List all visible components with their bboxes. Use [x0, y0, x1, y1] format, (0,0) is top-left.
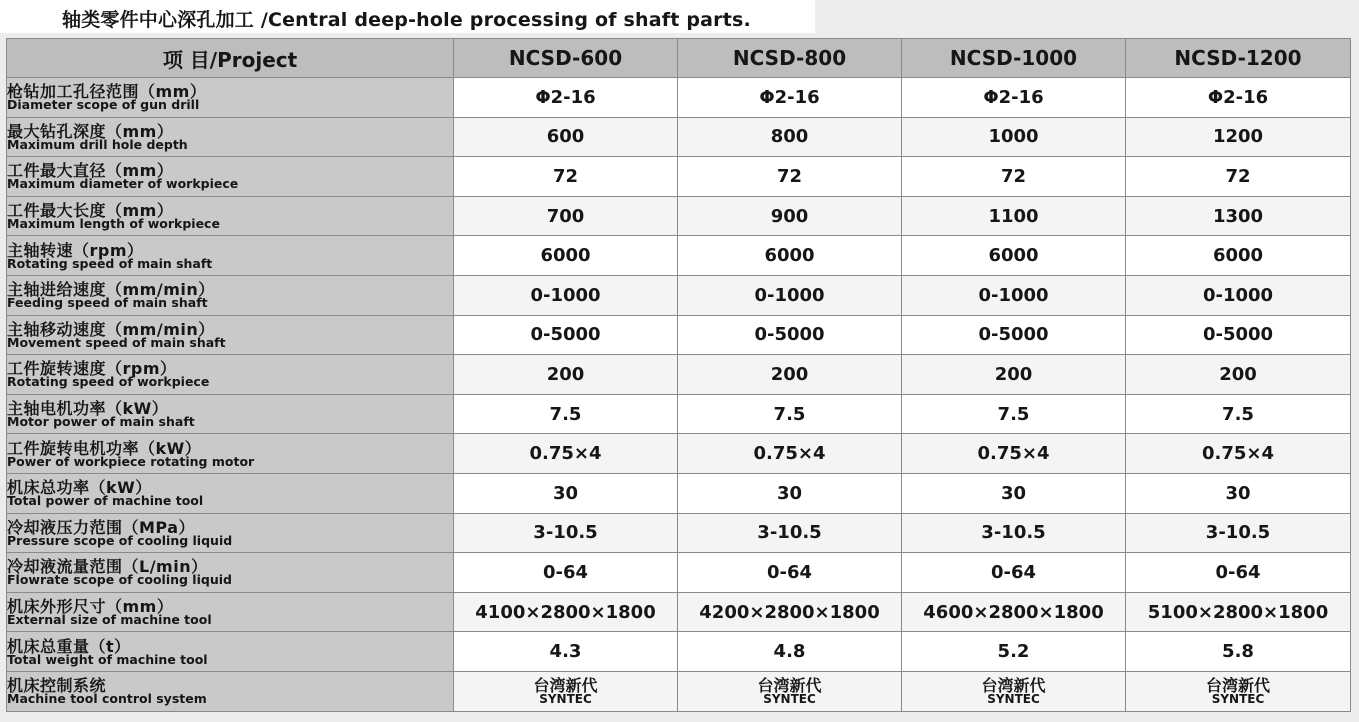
param-cell [7, 157, 454, 197]
value-cell: 1000 [902, 117, 1126, 157]
table-row [7, 196, 1351, 236]
param-name-cn: 主轴进给速度（mm/min） [7, 280, 215, 300]
value-cell: 6000 [902, 236, 1126, 276]
value-cell: 6000 [1126, 236, 1351, 276]
value-cell: 7.5 [902, 394, 1126, 434]
page-title: 轴类零件中心深孔加工 /Central deep-hole processing of shaft parts. [62, 9, 751, 31]
table-row [7, 236, 1351, 276]
table-row [7, 513, 1351, 553]
value-cell: 4100×2800×1800 [454, 592, 678, 632]
param-cell [7, 196, 454, 236]
param-name-en: External size of machine tool [7, 612, 212, 628]
param-cell [7, 513, 454, 553]
control-system-en: SYNTEC [1211, 692, 1265, 707]
value-cell: 0-5000 [678, 315, 902, 355]
table-row [7, 355, 1351, 395]
value-cell: 6000 [454, 236, 678, 276]
value-cell: 7.5 [1126, 394, 1351, 434]
param-name-cn: 最大钻孔深度（mm） [7, 121, 174, 141]
param-name-cn: 工件最大长度（mm） [7, 201, 174, 221]
value-cell [678, 671, 902, 711]
value-cell: 5.2 [902, 632, 1126, 672]
header-project: 项 目/Project [7, 39, 454, 78]
value-cell: 30 [902, 473, 1126, 513]
param-name-cn: 冷却液流量范围（L/min） [7, 557, 208, 577]
value-cell: 0-64 [454, 553, 678, 593]
value-cell: 4600×2800×1800 [902, 592, 1126, 632]
param-name-en: Machine tool control system [7, 691, 207, 707]
param-cell [7, 632, 454, 672]
table-body [7, 78, 1351, 712]
value-cell: Φ2-16 [902, 78, 1126, 118]
value-cell: 3-10.5 [678, 513, 902, 553]
value-cell: 0-5000 [454, 315, 678, 355]
table-row [7, 394, 1351, 434]
value-cell: 3-10.5 [902, 513, 1126, 553]
param-name-en: Pressure scope of cooling liquid [7, 532, 233, 548]
table-row [7, 315, 1351, 355]
param-cell [7, 355, 454, 395]
header-model: NCSD-600 [454, 39, 678, 78]
value-cell: 0.75×4 [1126, 434, 1351, 474]
value-cell [454, 671, 678, 711]
value-cell: 30 [1126, 473, 1351, 513]
param-name-en: Flowrate scope of cooling liquid [7, 572, 232, 588]
value-cell: 0.75×4 [678, 434, 902, 474]
param-name-cn: 主轴移动速度（mm/min） [7, 319, 215, 339]
value-cell: 0-1000 [902, 275, 1126, 315]
param-cell [7, 117, 454, 157]
control-row [7, 671, 1351, 711]
value-cell: 7.5 [678, 394, 902, 434]
value-cell: 800 [678, 117, 902, 157]
param-cell [7, 78, 454, 118]
param-name-cn: 冷却液压力范围（MPa） [7, 517, 196, 537]
param-name-cn: 机床总重量（t） [7, 636, 131, 656]
param-name-en: Diameter scope of gun drill [7, 97, 200, 113]
control-system-en: SYNTEC [987, 692, 1040, 707]
value-cell: 4200×2800×1800 [678, 592, 902, 632]
value-cell: 200 [902, 355, 1126, 395]
param-cell [7, 275, 454, 315]
param-name-cn: 主轴转速（rpm） [7, 240, 144, 260]
value-cell: 200 [454, 355, 678, 395]
param-name-cn: 工件旋转电机功率（kW） [7, 438, 202, 458]
value-cell: 72 [678, 157, 902, 197]
table-row [7, 473, 1351, 513]
value-cell: 0-5000 [902, 315, 1126, 355]
value-cell: Φ2-16 [1126, 78, 1351, 118]
header-model: NCSD-1000 [902, 39, 1126, 78]
value-cell: 0-64 [1126, 553, 1351, 593]
param-cell [7, 434, 454, 474]
value-cell: 0.75×4 [454, 434, 678, 474]
param-name-en: Maximum drill hole depth [7, 136, 188, 152]
param-cell [7, 671, 454, 711]
table-header-row [7, 39, 1351, 78]
control-system-cn: 台湾新代 [757, 676, 822, 696]
control-system-cn: 台湾新代 [981, 676, 1046, 696]
value-cell: 0-64 [678, 553, 902, 593]
table-row [7, 78, 1351, 118]
param-name-en: Total power of machine tool [7, 493, 204, 509]
value-cell: 5100×2800×1800 [1126, 592, 1351, 632]
value-cell: 72 [454, 157, 678, 197]
param-name-cn: 机床总功率（kW） [7, 478, 152, 498]
control-system-cn: 台湾新代 [533, 676, 598, 696]
value-cell: 0-1000 [454, 275, 678, 315]
value-cell: 600 [454, 117, 678, 157]
param-cell [7, 394, 454, 434]
param-cell [7, 592, 454, 632]
param-cell [7, 473, 454, 513]
param-name-en: Rotating speed of workpiece [7, 374, 210, 390]
param-name-cn: 工件最大直径（mm） [7, 161, 174, 181]
value-cell: 700 [454, 196, 678, 236]
value-cell: 4.8 [678, 632, 902, 672]
value-cell: 200 [678, 355, 902, 395]
value-cell: 0-5000 [1126, 315, 1351, 355]
value-cell [902, 671, 1126, 711]
param-name-en: Total weight of machine tool [7, 651, 208, 667]
control-system-en: SYNTEC [539, 692, 592, 707]
value-cell: 3-10.5 [454, 513, 678, 553]
value-cell [1126, 671, 1351, 711]
param-name-en: Motor power of main shaft [7, 414, 195, 430]
value-cell: 30 [454, 473, 678, 513]
spec-table [6, 38, 1351, 712]
value-cell: 72 [1126, 157, 1351, 197]
table-row [7, 434, 1351, 474]
table-row [7, 553, 1351, 593]
value-cell: 0.75×4 [902, 434, 1126, 474]
header-model: NCSD-1200 [1126, 39, 1351, 78]
param-name-cn: 枪钻加工孔径范围（mm） [7, 82, 207, 102]
param-name-cn: 机床外形尺寸（mm） [7, 597, 174, 617]
value-cell: 3-10.5 [1126, 513, 1351, 553]
param-cell [7, 553, 454, 593]
table-row [7, 592, 1351, 632]
table-row [7, 275, 1351, 315]
param-name-en: Feeding speed of main shaft [7, 295, 208, 311]
value-cell: 30 [678, 473, 902, 513]
value-cell: 4.3 [454, 632, 678, 672]
value-cell: Φ2-16 [678, 78, 902, 118]
table-row [7, 157, 1351, 197]
value-cell: 1300 [1126, 196, 1351, 236]
value-cell: 1100 [902, 196, 1126, 236]
value-cell: 72 [902, 157, 1126, 197]
param-name-en: Movement speed of main shaft [7, 334, 226, 350]
param-name-en: Rotating speed of main shaft [7, 255, 213, 271]
param-name-en: Maximum diameter of workpiece [7, 176, 239, 192]
value-cell: 200 [1126, 355, 1351, 395]
value-cell: Φ2-16 [454, 78, 678, 118]
control-system-cn: 台湾新代 [1205, 676, 1270, 696]
param-name-en: Maximum length of workpiece [7, 216, 220, 232]
param-cell [7, 236, 454, 276]
table-row [7, 117, 1351, 157]
control-system-en: SYNTEC [763, 692, 816, 707]
param-name-en: Power of workpiece rotating motor [7, 453, 255, 469]
value-cell: 0-64 [902, 553, 1126, 593]
value-cell: 7.5 [454, 394, 678, 434]
value-cell: 0-1000 [678, 275, 902, 315]
title-bar [0, 0, 815, 33]
param-name-cn: 机床控制系统 [7, 676, 107, 696]
value-cell: 900 [678, 196, 902, 236]
param-name-cn: 工件旋转速度（rpm） [7, 359, 177, 379]
value-cell: 0-1000 [1126, 275, 1351, 315]
value-cell: 1200 [1126, 117, 1351, 157]
value-cell: 6000 [678, 236, 902, 276]
header-model: NCSD-800 [678, 39, 902, 78]
param-cell [7, 315, 454, 355]
table-row [7, 632, 1351, 672]
param-name-cn: 主轴电机功率（kW） [7, 399, 169, 419]
value-cell: 5.8 [1126, 632, 1351, 672]
